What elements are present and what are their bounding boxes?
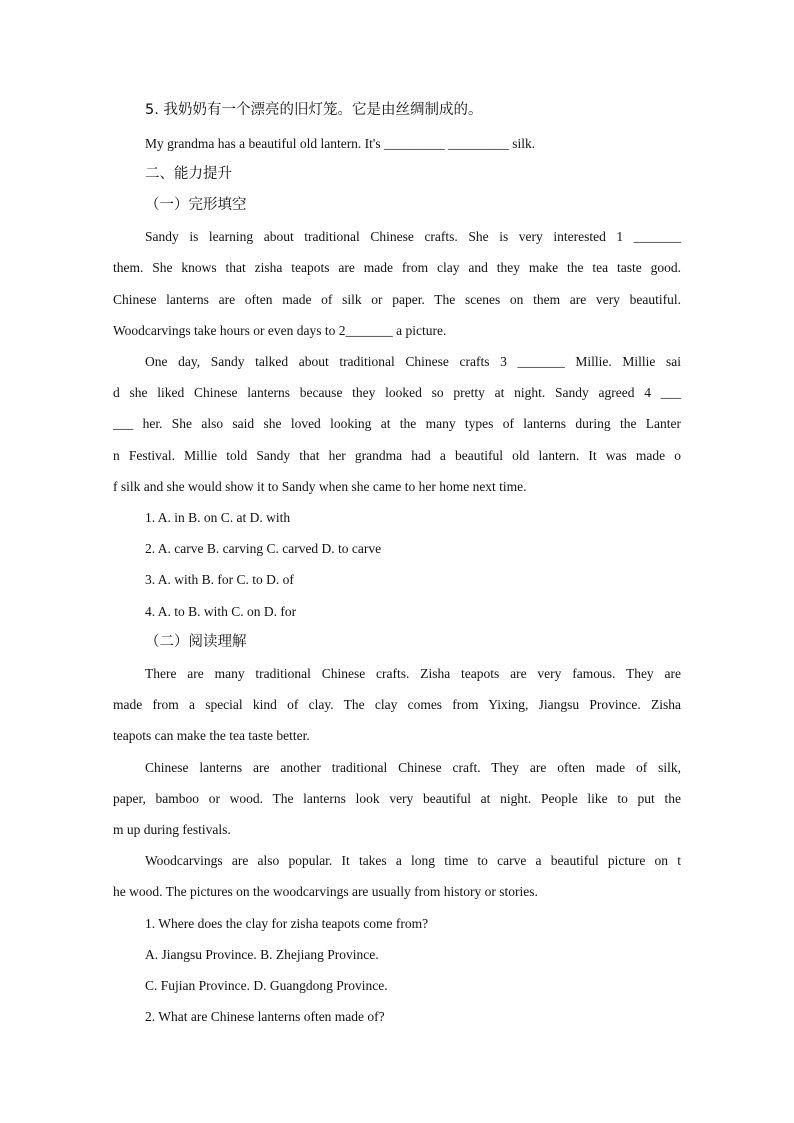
cloze-passage-line: them. She knows that zisha teapots are made from clay and they make the tea taste good. [113, 260, 681, 275]
cloze-option-row: 3. A. with B. for C. to D. of [145, 572, 294, 587]
cloze-passage-line: Chinese lanterns are often made of silk or paper. The scenes on them are very beautiful. [113, 292, 681, 307]
cloze-heading: （一）完形填空 [145, 197, 247, 213]
cloze-passage-line: One day, Sandy talked about traditional Chinese crafts 3 _______ Millie. Millie sai [145, 354, 681, 369]
cloze-option-row: 4. A. to B. with C. on D. for [145, 604, 297, 619]
cloze-passage-line: f silk and she would show it to Sandy when she came to her home next time. [113, 479, 527, 494]
reading-passage-line: paper, bamboo or wood. The lanterns look very beautiful at night. People like to put the [113, 791, 681, 806]
reading-passage-line: made from a special kind of clay. The clay comes from Yixing, Jiangsu Province. Zisha [113, 697, 681, 712]
item5-english-sentence: My grandma has a beautiful old lantern. It's _________ _________ silk. [145, 136, 536, 151]
cloze-option-row: 2. A. carve B. carving C. carved D. to carve [145, 541, 382, 556]
cloze-option-row: 1. A. in B. on C. at D. with [145, 510, 291, 525]
reading-passage-line: Woodcarvings are also popular. It takes a long time to carve a beautiful picture on t [145, 853, 681, 868]
cloze-passage-line: Woodcarvings take hours or even days to 2_______ a picture. [113, 323, 447, 338]
reading-heading: （二）阅读理解 [145, 634, 247, 650]
reading-question: 1. Where does the clay for zisha teapots come from? [145, 916, 429, 931]
reading-answer-option: A. Jiangsu Province. B. Zhejiang Province. [145, 947, 379, 962]
reading-passage-line: m up during festivals. [113, 822, 231, 837]
section-heading-ability: 二、能力提升 [145, 166, 232, 182]
cloze-passage-line: n Festival. Millie told Sandy that her grandma had a beautiful old lantern. It was made o [113, 448, 681, 463]
item5-chinese-sentence: 5. 我奶奶有一个漂亮的旧灯笼。它是由丝绸制成的。 [145, 102, 483, 118]
reading-passage-line: There are many traditional Chinese crafts. Zisha teapots are very famous. They are [145, 666, 681, 681]
reading-answer-option: C. Fujian Province. D. Guangdong Province. [145, 978, 388, 993]
reading-question: 2. What are Chinese lanterns often made of? [145, 1009, 385, 1024]
cloze-passage-line: d she liked Chinese lanterns because they looked so pretty at night. Sandy agreed 4 ___ [113, 385, 681, 400]
reading-passage-line: Chinese lanterns are another traditional Chinese craft. They are often made of silk, [145, 760, 681, 775]
reading-passage-line: he wood. The pictures on the woodcarvings are usually from history or stories. [113, 884, 538, 899]
reading-passage-line: teapots can make the tea taste better. [113, 728, 310, 743]
cloze-passage-line: ___ her. She also said she loved looking at the many types of lanterns during the Lanter [113, 416, 681, 431]
cloze-passage-line: Sandy is learning about traditional Chinese crafts. She is very interested 1 _______ [145, 229, 681, 244]
